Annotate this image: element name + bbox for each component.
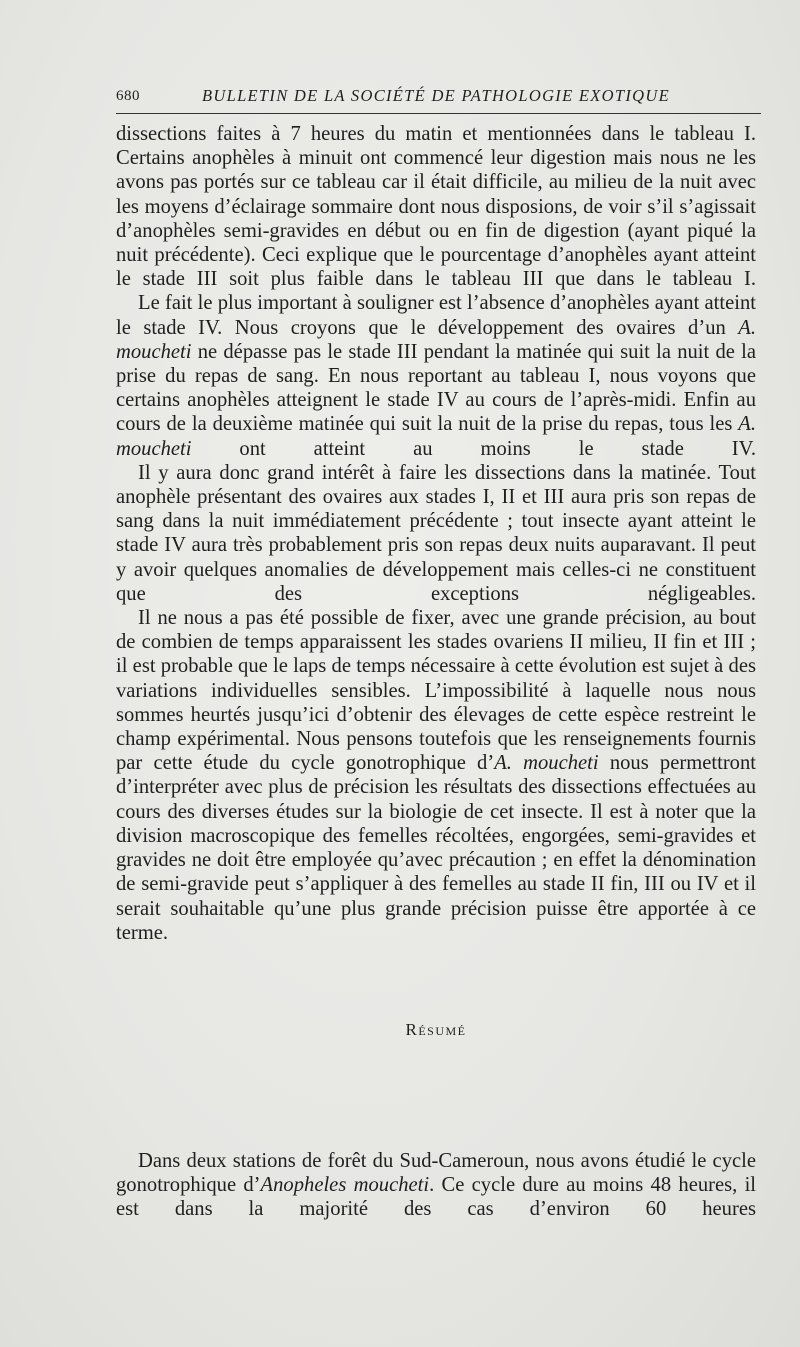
paragraph-2-text-a: Le fait le plus important à souligner est l’absence d’anophèles ayant atteint le stade IV. Nous croyons que le développement des ovaires d’un <box>116 292 756 339</box>
paragraph-2 <box>116 291 756 460</box>
paragraph-2-text-b: ne dépasse pas le stade III pendant la matinée qui suit la nuit de la prise du repas de sang. En nous reportant au tableau I, nous voyons que certains anophèles atteignent le stade IV au cours de l’après-midi. Enfin au cours de la deuxième matinée qui suit la nuit de la prise du repas, tous les <box>116 340 756 436</box>
paragraph-1 <box>116 122 756 291</box>
paragraph-3 <box>116 461 756 606</box>
resume-paragraph <box>116 1149 756 1222</box>
species-name: Anopheles moucheti <box>260 1174 430 1197</box>
paragraph-3-text: Il y aura donc grand intérêt à faire les dissections dans la matinée. Tout anophèle présentant des ovaires aux stades I, II et III aura pris son repas de sang dans la nuit immédiatement précédente ; tout insecte ayant atteint le stade IV aura très probablement pris son repas deux nuits auparavant. Il peut y avoir quelques anomalies de développement mais celles-ci ne constituent que des exceptions négligeables. <box>116 461 756 605</box>
article-body <box>116 122 756 945</box>
running-title: BULLETIN DE LA SOCIÉTÉ DE PATHOLOGIE EXOTIQUE <box>202 86 670 105</box>
resume-body <box>116 1149 756 1222</box>
page-number: 680 <box>116 88 140 104</box>
page-header <box>116 84 756 108</box>
paragraph-4-text-a: Il ne nous a pas été possible de fixer, avec une grande précision, au bout de combien de temps apparaissent les stades ovariens II milieu, II fin et III ; il est probable que le laps de temps nécessaire à cette évolution est sujet à des variations individuelles sensibles. L’impossibilité à laquelle nous nous sommes heurtés jusqu’ici d’obtenir des élevages de cette espèce restreint le champ expérimental. Nous pensons toutefois que les renseignements fournis par cette étude du cycle gonotrophique d’ <box>116 607 756 775</box>
header-rule <box>116 113 761 114</box>
resume-text-b: . Ce cycle dure au moins 48 heures, il est dans la majorité des cas d’environ 60 heures <box>116 1174 757 1221</box>
paragraph-4 <box>116 606 756 945</box>
paragraph-2-text-c: ont atteint au moins le stade IV. <box>191 437 756 460</box>
resume-text-a: Dans deux stations de forêt du Sud-Cameroun, nous avons étudié le cycle gonotrophique d’ <box>116 1150 756 1197</box>
paragraph-4-text-b: nous permettront d’interpréter avec plus de précision les résultats des dissections effectuées au cours des diverses études sur la biologie de cet insecte. Il est à noter que la division macroscopique des femelles récoltées, engorgées, semi-gravides et gravides ne doit être employée qu’avec précaution ; en effet la dénomination de semi-gravide peut s’appliquer à des femelles au stade II fin, III ou IV et il serait souhaitable qu’une plus grande précision puisse être apportée à ce terme. <box>116 752 756 944</box>
species-name: A. moucheti <box>116 413 756 460</box>
species-name: A. moucheti <box>494 752 599 775</box>
species-name: A. moucheti <box>116 316 756 363</box>
resume-heading: Résumé <box>405 1020 467 1039</box>
paragraph-1-text: dissections faites à 7 heures du matin et mentionnées dans le tableau I. Certains anophèles à minuit ont commencé leur digestion mais nous ne les avons pas portés sur ce tableau car il était difficile, au milieu de la nuit avec les moyens d’éclairage sommaire dont nous disposions, de voir s’il s’agissait d’anophèles semi-gravides en début ou en fin de digestion (ayant piqué la nuit précédente). Ceci explique que le pourcentage d’anophèles ayant atteint le stade III soit plus faible dans le tableau III que dans le tableau I. <box>116 123 756 291</box>
